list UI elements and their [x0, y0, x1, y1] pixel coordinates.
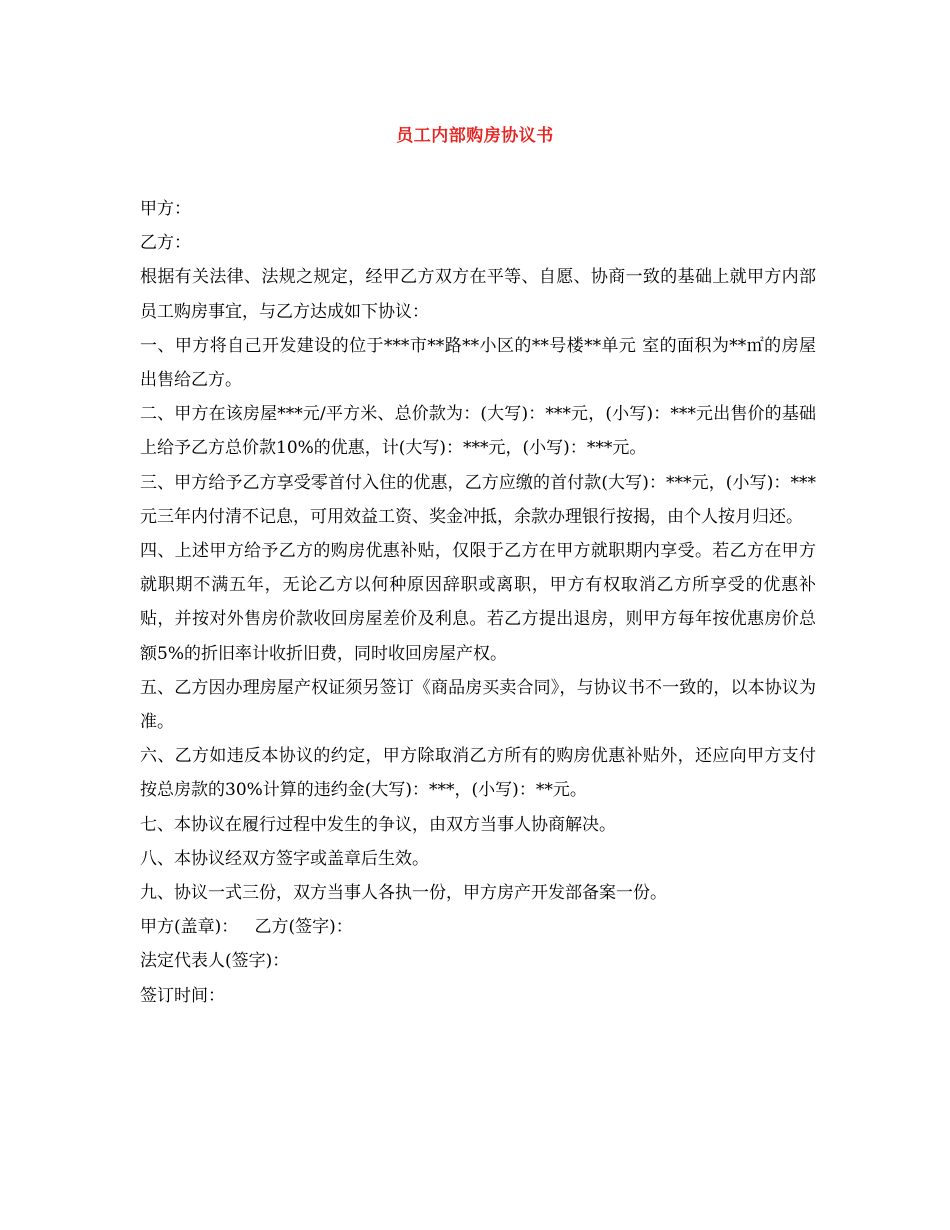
document-body: [140, 192, 816, 1013]
clause-8: 八、本协议经双方签字或盖章后生效。: [140, 848, 429, 869]
clause-5: 五、乙方因办理房屋产权证须另签订《商品房买卖合同》，与协议书不一致的，以本协议为准。: [140, 677, 816, 733]
clause-9: 九、协议一式三份，双方当事人各执一份，甲方房产开发部备案一份。: [140, 883, 667, 904]
signing-date-line: 签订时间：: [140, 985, 225, 1006]
signature-line: 甲方(盖章)： 乙方(签字)：: [140, 917, 353, 938]
preamble-paragraph: 根据有关法律、法规之规定，经甲乙方双方在平等、自愿、协商一致的基础上就甲方内部员工购房事宜，与乙方达成如下协议：: [140, 267, 816, 322]
clause-4: 四、上述甲方给予乙方的购房优惠补贴，仅限于乙方在甲方就职期内享受。若乙方在甲方就职期不满五年，无论乙方以何种原因辞职或离职，甲方有权取消乙方所享受的优惠补贴，并按对外售房价款收回房屋差价及利息。若乙方提出退房，则甲方每年按优惠房价总额5%的折旧率计收折旧费，同时收回房屋产权。: [140, 541, 816, 664]
clause-6: 六、乙方如违反本协议的约定，甲方除取消乙方所有的购房优惠补贴外，还应向甲方支付按总房款的30%计算的违约金(大写)：***，(小写)：**元。: [140, 746, 816, 801]
clause-1: 一、甲方将自己开发建设的位于***市**路**小区的**号楼**单元 室的面积为**㎡的房屋出售给乙方。: [140, 335, 816, 391]
clause-3: 三、甲方给予乙方享受零首付入住的优惠，乙方应缴的首付款(大写)：***元，(小写)：***元三年内付清不记息，可用效益工资、奖金冲抵，余款办理银行按揭，由个人按月归还。: [140, 472, 816, 527]
clause-2: 二、甲方在该房屋***元/平方米、总价款为：(大写)：***元，(小写)：***元出售价的基础上给予乙方总价款10%的优惠，计(大写)：***元，(小写)：***元。: [140, 404, 816, 459]
clause-7: 七、本协议在履行过程中发生的争议，由双方当事人协商解决。: [140, 814, 616, 835]
legal-representative-line: 法定代表人(签字)：: [140, 951, 290, 972]
party-b-label: 乙方：: [140, 233, 191, 254]
document-title: 员工内部购房协议书: [396, 126, 554, 146]
party-a-label: 甲方：: [140, 199, 191, 219]
